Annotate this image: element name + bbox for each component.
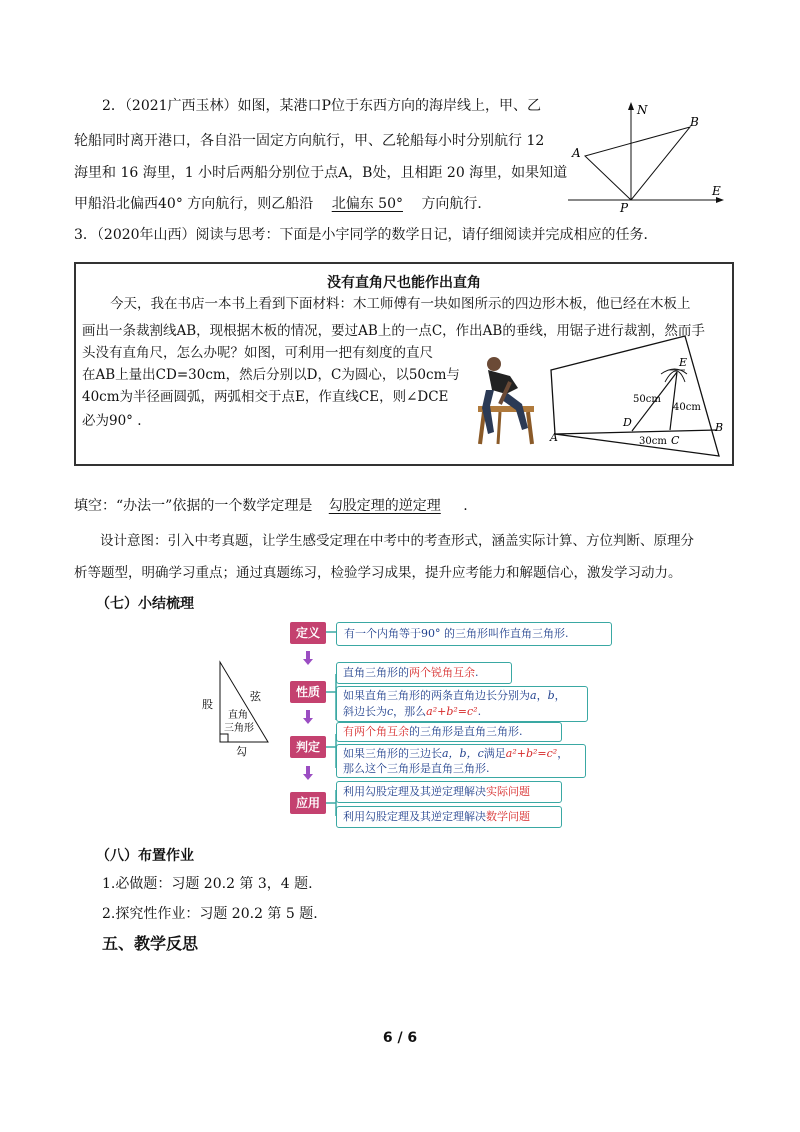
board-label-a: A	[550, 431, 558, 444]
judge2-formula: a²+b²=c²	[505, 747, 558, 760]
tag-application: 应用	[290, 792, 326, 814]
apply-box-2	[336, 806, 562, 828]
prop2-comma: ，	[536, 689, 548, 702]
label-b: B	[690, 115, 699, 129]
apply1-pre: 利用勾股定理及其逆定理解决	[343, 785, 486, 798]
problem2-line1: 2．（2021广西玉林）如图，某港口P位于东西方向的海岸线上，甲、乙	[102, 98, 541, 114]
problem2-line3: 海里和 16 海里，1 小时后两船分别位于点A，B处，且相距 20 海里，如果知道	[74, 165, 568, 181]
prop1-red: 两个锐角互余	[409, 666, 475, 679]
prop2-a: a	[530, 689, 537, 702]
prop2-formula: a²+b²=c²	[426, 705, 478, 718]
homework-item-2: 2.探究性作业：习题 20.2 第 5 题.	[102, 906, 318, 922]
label-gu: 股	[202, 698, 213, 711]
fill-post: .	[463, 498, 468, 514]
judgment-text-2a	[343, 746, 568, 762]
prop2-b: b	[547, 689, 555, 702]
label-a: A	[572, 146, 581, 160]
diary-line4: 在AB上量出CD=30cm，然后分别以D，C为圆心，以50cm与	[82, 367, 460, 383]
judgment-text-1	[343, 724, 523, 740]
prop2-end: .	[477, 705, 482, 718]
tag-judgment: 判定	[290, 736, 326, 758]
design-line2: 析等题型，明确学习重点；通过真题练习，检验学习成果，提升应考能力和解题信心，激发学习动力。	[74, 565, 682, 581]
property-text-2b	[343, 704, 481, 720]
judge2-l1-pre: 如果三角形的三边长	[343, 747, 442, 760]
board-label-50: 50cm	[633, 394, 661, 405]
label-xian: 弦	[250, 690, 261, 703]
board-label-b: B	[715, 421, 724, 434]
judge2-end: ，	[557, 747, 569, 760]
property-text-1	[343, 665, 479, 681]
diary-line5: 40cm为半径画圆弧，两弧相交于点E，作直线CE，则∠DCE	[82, 389, 449, 405]
label-e: E	[712, 184, 721, 198]
property-text-2a	[343, 688, 566, 704]
fill-pre: 填空：“办法一”依据的一个数学定理是	[74, 498, 313, 514]
arrow-down-icon	[303, 651, 313, 665]
prop1-pre: 直角三角形的	[343, 666, 409, 679]
problem2-line4-post: 方向航行．	[421, 196, 492, 212]
carpenter-illustration	[470, 354, 540, 446]
label-inner1: 直角	[228, 710, 248, 721]
page-number: 6 / 6	[382, 1030, 418, 1046]
board-label-30: 30cm	[639, 436, 667, 447]
diary-title: 没有直角尺也能作出直角	[327, 275, 481, 291]
board-label-c: C	[671, 434, 680, 447]
apply2-red: 数学问题	[486, 810, 530, 823]
section5-heading: 五、教学反思	[102, 934, 199, 953]
prop2-l1-pre: 如果直角三角形的两条直角边长分别为	[343, 689, 530, 702]
tag-property: 性质	[290, 681, 326, 703]
label-gou: 勾	[236, 745, 247, 758]
apply2-pre: 利用勾股定理及其逆定理解决	[343, 810, 486, 823]
arrow-down-icon	[303, 710, 313, 724]
problem3-line1: 3．（2020年山西）阅读与思考：下面是小宇同学的数学日记，请仔细阅读并完成相应的任务．	[74, 227, 658, 243]
prop2-comma2: ，	[554, 689, 566, 702]
judge1-red: 有两个角互余	[343, 725, 409, 738]
homework-heading: （八）布置作业	[96, 848, 194, 864]
judge2-mid: 满足	[483, 747, 506, 760]
diary-line1: 今天，我在书店一本书上看到下面材料：木工师傅有一块如图所示的四边形木板，他已经在木板上	[110, 296, 691, 312]
label-inner2: 三角形	[224, 723, 254, 734]
definition-text: 有一个内角等于90° 的三角形叫作直角三角形.	[344, 627, 569, 640]
fill-answer: 勾股定理的逆定理	[328, 498, 441, 514]
right-triangle-figure	[196, 656, 276, 760]
judge1-post: 的三角形是直角三角形.	[409, 725, 523, 738]
apply-box-1	[336, 781, 562, 803]
board-label-e: E	[679, 356, 688, 369]
compass-figure	[560, 100, 730, 220]
prop2-l2-pre: 斜边长为	[343, 705, 387, 718]
summary-heading: （七）小结梳理	[96, 596, 194, 612]
homework-item-1: 1.必做题：习题 20.2 第 3，4 题.	[102, 876, 313, 892]
prop2-c: c	[387, 705, 394, 718]
fill-line	[74, 496, 468, 516]
design-line1: 设计意图：引入中考真题，让学生感受定理在中考中的考查形式，涵盖实际计算、方位判断、原理分	[100, 533, 694, 549]
prop1-post: .	[475, 666, 479, 679]
diary-line6: 必为90° .	[82, 413, 142, 429]
apply1-red: 实际问题	[486, 785, 530, 798]
problem2-line4	[74, 194, 491, 214]
tag-definition: 定义	[290, 622, 326, 644]
prop2-l2-mid: ，那么	[393, 705, 427, 718]
board-figure	[545, 330, 735, 462]
judgment-text-2b: 那么这个三角形是直角三角形.	[343, 762, 490, 775]
problem2-line2: 轮船同时离开港口，各自沿一固定方向航行，甲、乙轮船每小时分别航行 12	[74, 133, 545, 149]
label-n: N	[637, 103, 648, 117]
label-p: P	[620, 201, 629, 215]
board-label-d: D	[623, 416, 632, 429]
judge2-abc: a，b，c	[442, 747, 484, 760]
arrow-down-icon	[303, 766, 313, 780]
board-label-40: 40cm	[673, 402, 701, 413]
diary-line3: 头没有直角尺，怎么办呢？如图，可利用一把有刻度的直尺	[82, 345, 433, 361]
diary-line2: 画出一条裁割线AB，现根据木板的情况，要过AB上的一点C，作出AB的垂线，用锯子进行裁割，然而手	[82, 323, 705, 339]
problem2-line4-pre: 甲船沿北偏西40° 方向航行，则乙船沿	[74, 196, 314, 212]
problem2-answer: 北偏东 50°	[331, 196, 403, 212]
